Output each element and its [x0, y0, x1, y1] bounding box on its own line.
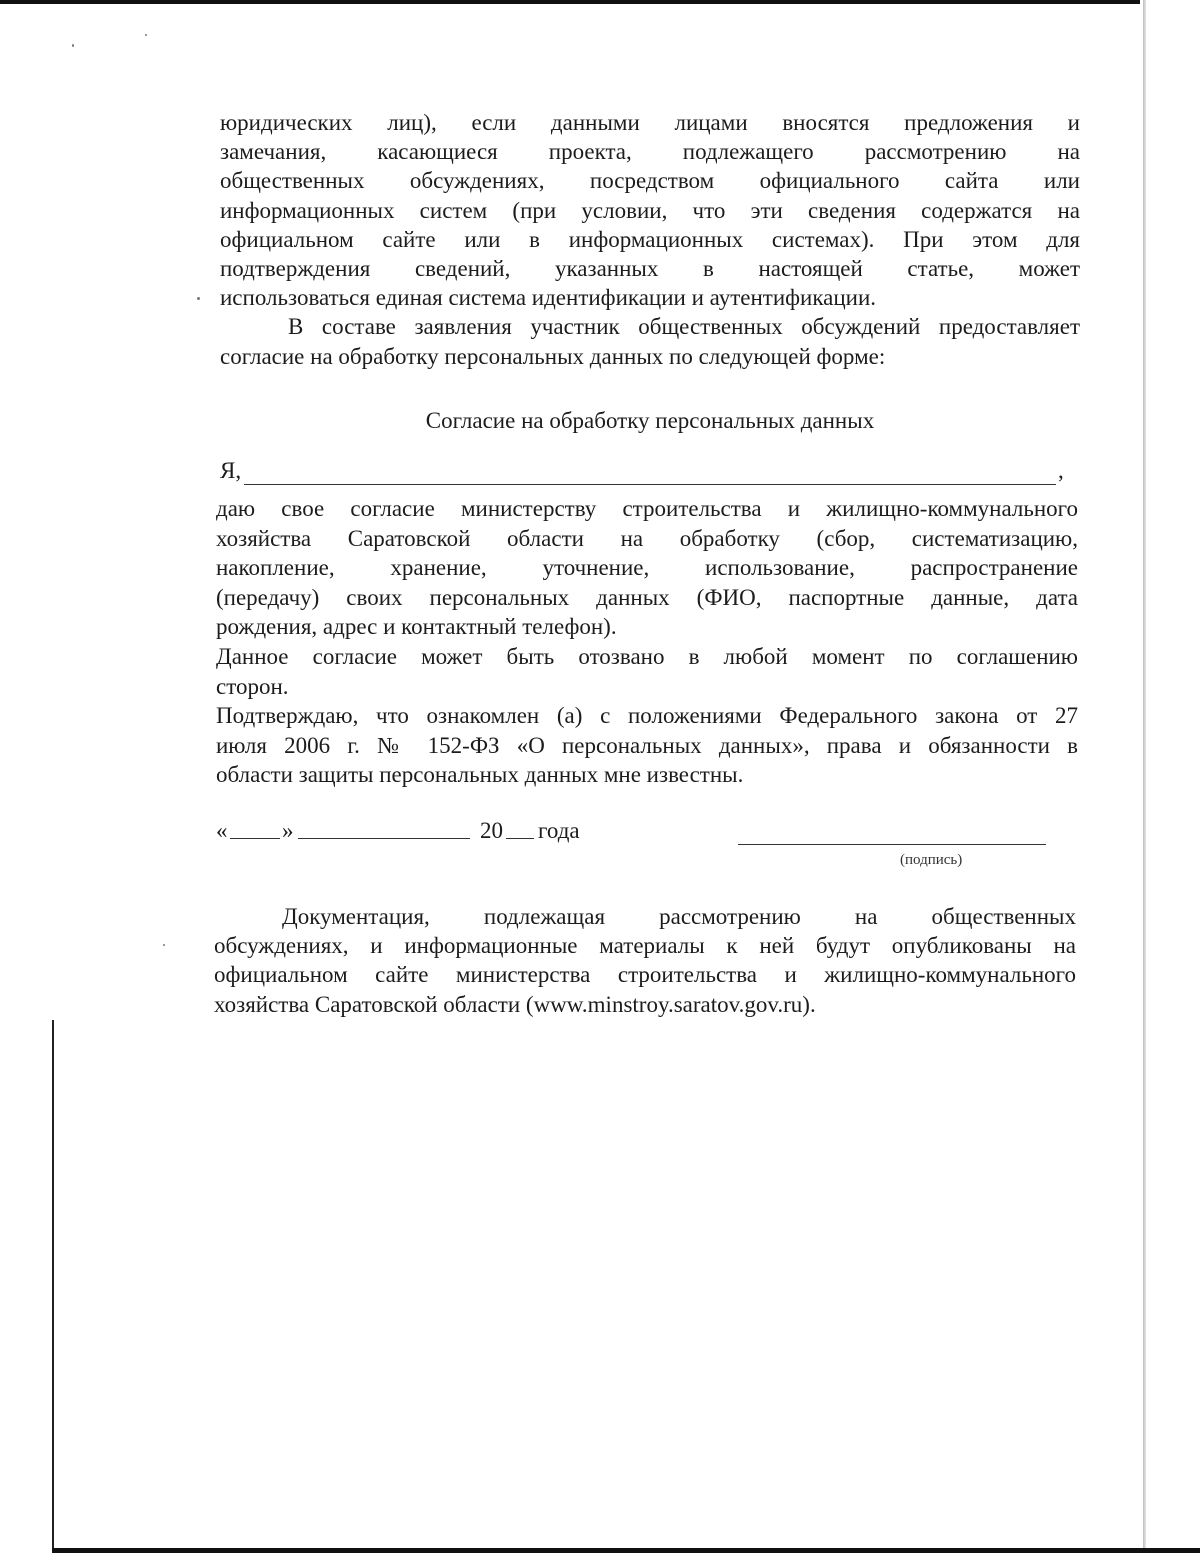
scan-edge-top [0, 0, 1140, 4]
name-field-prefix: Я, [220, 458, 242, 483]
text-line: даю свое согласие министерству строительства и жилищно-коммунального [216, 496, 1078, 521]
name-field-suffix: , [1058, 458, 1064, 483]
text-line: согласие на обработку персональных данных по следующей форме: [220, 343, 886, 369]
text-line: общественных обсуждениях, посредством официального сайта или [220, 168, 1080, 194]
text-line: официальном сайте или в информационных системах). При этом для [220, 226, 1080, 252]
scan-speck [197, 297, 200, 300]
date-open-quote: « [216, 818, 228, 843]
paragraph-top [220, 108, 1080, 371]
text-line: информационных систем (при условии, что эти сведения содержатся на [220, 197, 1080, 223]
paragraph-documentation [214, 902, 1076, 1019]
year-prefix: 20 [480, 818, 503, 843]
name-field-row [220, 458, 1080, 488]
form-title: Согласие на обработку персональных данных [425, 408, 875, 433]
text-line: Подтверждаю, что ознакомлен (а) с положениями Федерального закона от 27 [216, 703, 1078, 729]
scan-speck [163, 944, 165, 946]
text-line: Документация, подлежащая рассмотрению на общественных [282, 904, 1076, 929]
text-line: накопление, хранение, уточнение, использование, распространение [216, 555, 1078, 581]
text-line: замечания, касающиеся проекта, подлежащего рассмотрению на [220, 139, 1080, 165]
scan-speck [145, 34, 147, 36]
text-line: области защиты персональных данных мне известны. [216, 762, 744, 788]
signature-blank-line[interactable] [738, 844, 1046, 845]
name-blank-line[interactable] [244, 484, 1056, 485]
paragraph-consent-intro [220, 312, 1080, 370]
month-blank-line[interactable] [298, 838, 470, 839]
scan-edge-bottom [52, 1548, 1200, 1553]
signature-caption: (подпись) [900, 852, 963, 868]
text-line: рождения, адрес и контактный телефон). [216, 614, 617, 640]
scan-edge-left [52, 1020, 54, 1553]
consent-body [216, 494, 1078, 790]
text-line: юридических лиц), если данными лицами вносятся предложения и [220, 110, 1080, 135]
text-line: (передачу) своих персональных данных (ФИО, паспортные данные, дата [216, 584, 1078, 610]
day-blank-line[interactable] [230, 838, 280, 839]
text-line: июля 2006 г. № 152-ФЗ «О персональных данных», права и обязанности в [216, 732, 1078, 758]
paragraph-submission-rules [220, 108, 1080, 312]
text-line: обсуждениях, и информационные материалы к ней будут опубликованы на [214, 933, 1076, 959]
text-line: хозяйства Саратовской области (www.minstroy.saratov.gov.ru). [214, 991, 816, 1017]
year-word: года [538, 818, 580, 843]
scan-edge-right [1143, 0, 1146, 1553]
text-line: использоваться единая система идентификации и аутентификации. [220, 285, 877, 311]
scan-speck [72, 44, 74, 47]
text-line: сторон. [216, 673, 289, 699]
text-line: Данное согласие может быть отозвано в любой момент по соглашению [216, 643, 1078, 669]
text-line: подтверждения сведений, указанных в настоящей статье, может [220, 256, 1080, 282]
text-line: хозяйства Саратовской области на обработку (сбор, систематизацию, [216, 525, 1078, 551]
text-line: официальном сайте министерства строительства и жилищно-коммунального [214, 962, 1076, 988]
text-line: В составе заявления участник общественных обсуждений предоставляет [288, 314, 1080, 340]
date-close-quote: » [282, 818, 294, 843]
year-blank-line[interactable] [506, 838, 534, 839]
